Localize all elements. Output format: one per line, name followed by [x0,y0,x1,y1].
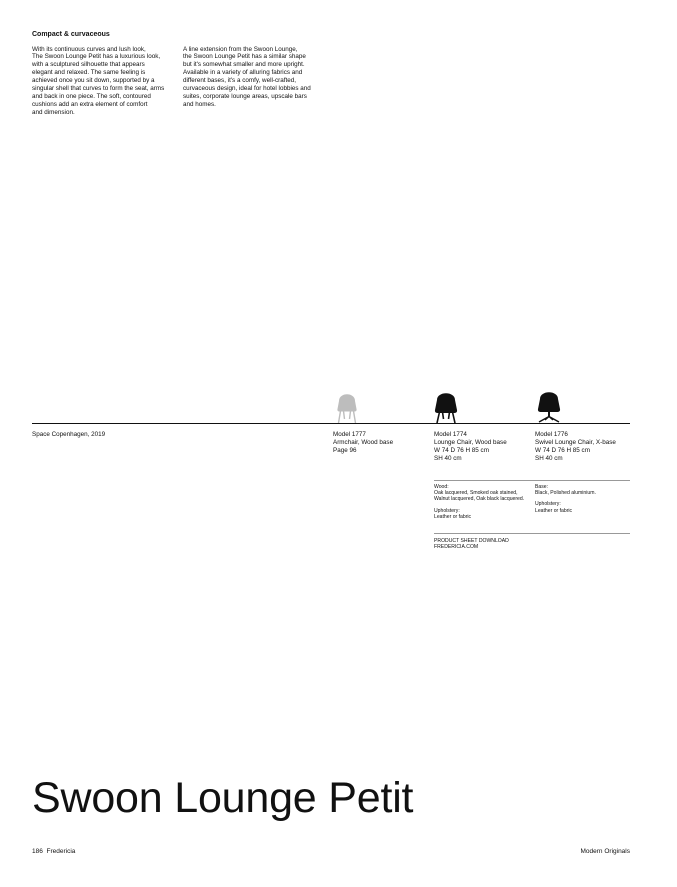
model-dimensions: W 74 D 76 H 85 cm [434,446,489,454]
model-number: Model 1777 [333,431,366,438]
page-reference: Page 96 [333,446,357,454]
model-description: Lounge Chair, Wood base [434,438,507,446]
base-spec [535,484,630,514]
spec-divider-bottom [434,533,630,534]
intro-line: and homes. [183,100,216,108]
intro-line: curvaceous design, ideal for hotel lobbies and [183,85,311,93]
section-heading: Compact & curvaceous [32,31,110,38]
intro-right-column [183,46,325,109]
model-1774-info [434,431,507,463]
product-title: Swoon Lounge Petit [32,774,414,822]
intro-line: With its continuous curves and lush look, [32,45,146,53]
brand-name: Fredericia [46,848,76,855]
designer-credit: Space Copenhagen, 2019 [32,431,106,438]
model-1777-info [333,431,393,455]
model-seat-height: SH 40 cm [434,454,462,462]
base-value: Black, Polished aluminium. [535,490,596,497]
intro-line: cushions add an extra element of comfort [32,100,148,108]
intro-line: Available in a variety of alluring fabrics and [183,69,303,77]
intro-line: different bases, it's a comfy, well-crafted, [183,77,296,85]
intro-line: elegant and relaxed. The same feeling is [32,69,146,77]
footer-left [32,848,75,855]
model-seat-height: SH 40 cm [535,454,563,462]
intro-line: but it's somewhat smaller and more upright. [183,61,305,69]
intro-line: singular shell that curves to form the seat, arms [32,85,165,93]
intro-line: suites, corporate lounge areas, upscale bars [183,92,307,100]
page-number: 186 [32,848,43,855]
wood-value: Walnut lacquered, Oak black lacquered. [434,496,525,503]
footer-collection: Modern Originals [580,848,630,855]
upholstery-label: Upholstery: [535,501,561,508]
intro-line: and back in one piece. The soft, contoured [32,92,151,100]
divider-line [32,423,630,424]
intro-line: the Swoon Lounge Petit has a similar shape [183,53,306,61]
wood-spec [434,484,534,520]
swivel-lounge-chair-x-base-icon [535,389,563,423]
intro-line: with a sculptured silhouette that appears [32,61,145,69]
intro-left-column [32,46,180,117]
upholstery-label: Upholstery: [434,507,460,514]
product-sheet-download[interactable] [434,538,509,550]
upholstery-value: Leather or fabric [434,513,472,520]
wood-value: Oak lacquered, Smoked oak stained, [434,490,518,497]
lounge-chair-wood-base-icon [432,389,460,423]
intro-line: and dimension. [32,108,75,116]
model-1776-info [535,431,616,463]
base-label: Base: [535,484,549,490]
wood-label: Wood: [434,484,449,490]
model-number: Model 1776 [535,431,568,438]
model-description: Armchair, Wood base [333,438,394,446]
armchair-wood-base-icon [333,389,361,423]
intro-line: A line extension from the Swoon Lounge, [183,45,298,53]
intro-line: achieved once you sit down, supported by a [32,77,155,85]
model-number: Model 1774 [434,431,467,438]
spec-divider-top [434,480,630,481]
download-label: PRODUCT SHEET DOWNLOAD [434,538,509,544]
model-dimensions: W 74 D 76 H 85 cm [535,446,590,454]
upholstery-value: Leather or fabric [535,507,573,514]
download-url[interactable]: FREDERICIA.COM [434,544,479,551]
intro-line: The Swoon Lounge Petit has a luxurious look, [32,53,161,61]
model-description: Swivel Lounge Chair, X-base [535,438,616,446]
